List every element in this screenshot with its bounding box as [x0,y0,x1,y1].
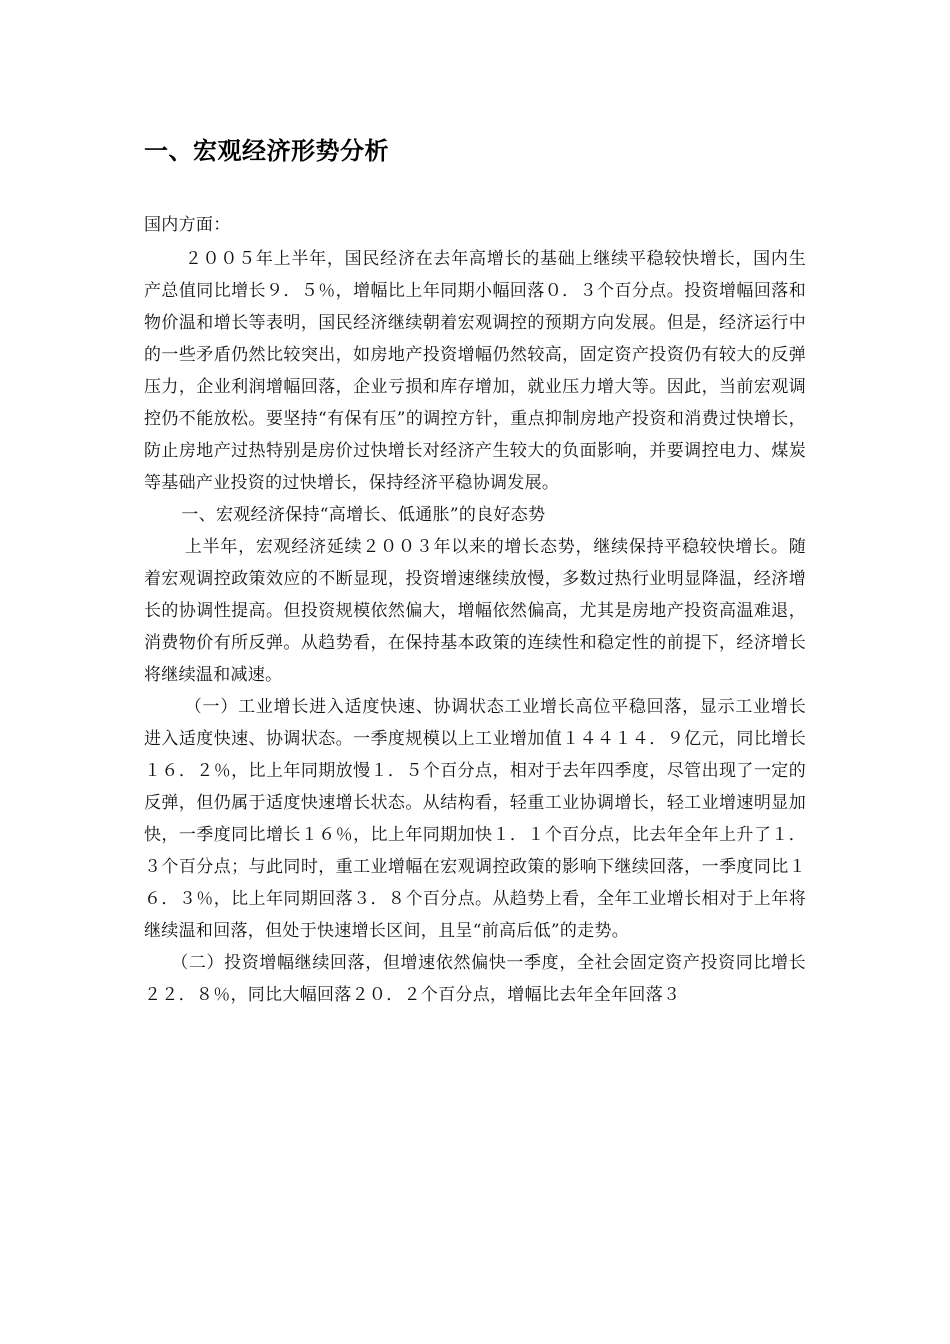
paragraph-investment: （二）投资增幅继续回落，但增速依然偏快一季度，全社会固定资产投资同比增长２２．８％，同比大幅回落２０．２个百分点，增幅比去年全年回落３ [144,953,806,1005]
document-body [144,133,806,1011]
domestic-label: 国内方面： [144,215,231,235]
paragraph-industry: （一）工业增长进入适度快速、协调状态工业增长高位平稳回落，显示工业增长进入适度快速、协调状态。一季度规模以上工业增加值１４４１４．９亿元，同比增长１６．２％，比上年同期放慢１．５个百分点，相对于去年四季度，尽管出现了一定的反弹，但仍属于适度快速增长状态。从结构看，轻重工业协调增长，轻工业增速明显加快，一季度同比增长１６％，比上年同期加快１．１个百分点，比去年全年上升了１．３个百分点；与此同时，重工业增幅在宏观调控政策的影响下继续回落，一季度同比１６．３％，比上年同期回落３．８个百分点。从趋势上看，全年工业增长相对于上年将继续温和回落，但处于快速增长区间，且呈“前高后低”的走势。 [144,697,806,941]
paragraph-overview: ２００５年上半年，国民经济在去年高增长的基础上继续平稳较快增长，国内生产总值同比增长９．５％，增幅比上年同期小幅回落０．３个百分点。投资增幅回落和物价温和增长等表明，国民经济继续朝着宏观调控的预期方向发展。但是，经济运行中的一些矛盾仍然比较突出，如房地产投资增幅仍然较高，固定资产投资仍有较大的反弹压力，企业利润增幅回落，企业亏损和库存增加，就业压力增大等。因此，当前宏观调控仍不能放松。要坚持“有保有压”的调控方针，重点抑制房地产投资和消费过快增长，防止房地产过热特别是房价过快增长对经济产生较大的负面影响，并要调控电力、煤炭等基础产业投资的过快增长，保持经济平稳协调发展。 [144,249,806,493]
section-heading: 一、宏观经济形势分析 [144,137,389,165]
paragraph-first-half: 上半年，宏观经济延续２００３年以来的增长态势，继续保持平稳较快增长。随着宏观调控政策效应的不断显现，投资增速继续放慢，多数过热行业明显降温，经济增长的协调性提高。但投资规模依然偏大，增幅依然偏高，尤其是房地产投资高温难退，消费物价有所反弹。从趋势看，在保持基本政策的连续性和稳定性的前提下，经济增长将继续温和减速。 [144,537,806,685]
subheading-growth: 一、宏观经济保持“高增长、低通胀”的良好态势 [181,505,546,525]
